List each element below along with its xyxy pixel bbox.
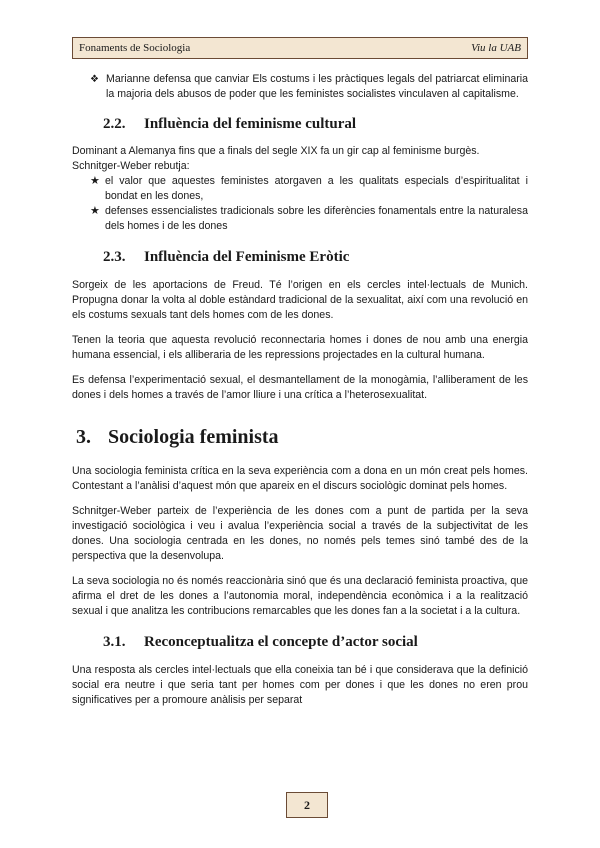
paragraph: Schnitger-Weber parteix de l’experiència de les dones com a punt de partida per la seva investigació sociològica i veu i avalua l’experiència social a través de la subjectivitat de les dones. Una sociologia centrada en les dones, no només pels temes sinó també des de la perspectiva que la desenvolupa.: [72, 505, 528, 562]
section-title: Reconceptualitza el concepte d’actor social: [144, 634, 418, 650]
section-number: 3.1.: [103, 634, 126, 650]
paragraph: Dominant a Alemanya fins que a finals del segle XIX fa un gir cap al feminisme burgès. Schnitger-Weber rebutja:: [72, 145, 480, 172]
header-course-title: Fonaments de Sociologia: [79, 42, 191, 54]
section-title: Sociologia feminista: [108, 426, 279, 448]
section-number: 2.2.: [103, 116, 126, 132]
diamond-bullet-icon: ❖: [90, 74, 99, 85]
paragraph: Es defensa l’experimentació sexual, el desmantellament de la monogàmia, l’alliberament de les dones i dels homes a través de l’amor lliure i una crítica a l’heterosexualitat.: [72, 374, 528, 401]
star-bullet-icon: ★: [90, 175, 100, 187]
header-university: Viu la UAB: [471, 42, 521, 54]
paragraph: Una resposta als cercles intel·lectuals que ella coneixia tan bé i que considerava que la definició social era neutre i que seria tant per homes com per dones i que les dones no eren prou significatives per a promoure anàlisis per separat: [72, 664, 528, 706]
list-item: ★ el valor que aquestes feministes atorgaven a les qualitats especials d’espiritualitat i bondat en les dones,: [90, 175, 528, 202]
section-title: Influència del feminisme cultural: [144, 116, 357, 132]
section-heading-2-2: [72, 114, 528, 134]
paragraph: Sorgeix de les aportacions de Freud. Té l’origen en els cercles intel·lectuals de Munich. Propugna donar la volta al doble estàndard tradicional de la sexualitat, així com una revolució en els costums sexuals tant dels homes com de les dones.: [72, 279, 528, 321]
page-number: 2: [286, 792, 328, 818]
section-heading-2-3: [72, 247, 528, 267]
list-item: ★ defenses essencialistes tradicionals sobre les diferències fonamentals entre la naturalesa dels homes i de les dones: [90, 205, 528, 232]
paragraph: Tenen la teoria que aquesta revolució reconnectaria homes i dones de nou amb una energia humana essencial, i els alliberaria de les repressions projectades en la cultural humana.: [72, 334, 528, 361]
section-number: 2.3.: [103, 249, 126, 265]
paragraph: La seva sociologia no és només reaccionària sinó que és una declaració feminista proactiva, que afirma el dret de les dones a l’autonomia moral, independència econòmica i a la realització sexual i que analitza les contribucions remarcables que les dones fan a la societat i a la cultura.: [72, 575, 528, 617]
section-heading-3-1: [72, 632, 528, 652]
section-title: Influència del Feminisme Eròtic: [144, 249, 350, 265]
list-item: ❖ Marianne defensa que canviar Els costums i les pràctiques legals del patriarcat eliminaria la majoria dels abusos de poder que les feministes socialistes vinculaven al capitalisme.: [90, 73, 528, 100]
page-content: [72, 72, 528, 708]
star-bullet-icon: ★: [90, 205, 100, 217]
bullet-list-marianne: [72, 72, 528, 102]
section-heading-3: [72, 424, 528, 450]
bullet-list-rejections: [72, 174, 528, 234]
page-header: [72, 37, 528, 59]
section-number: 3.: [76, 426, 91, 448]
paragraph: Una sociologia feminista crítica en la seva experiència com a dona en un món creat pels homes. Contestant a l’anàlisi d’aquest món que apareix en el discurs sociològic dominat pels homes.: [72, 465, 528, 492]
